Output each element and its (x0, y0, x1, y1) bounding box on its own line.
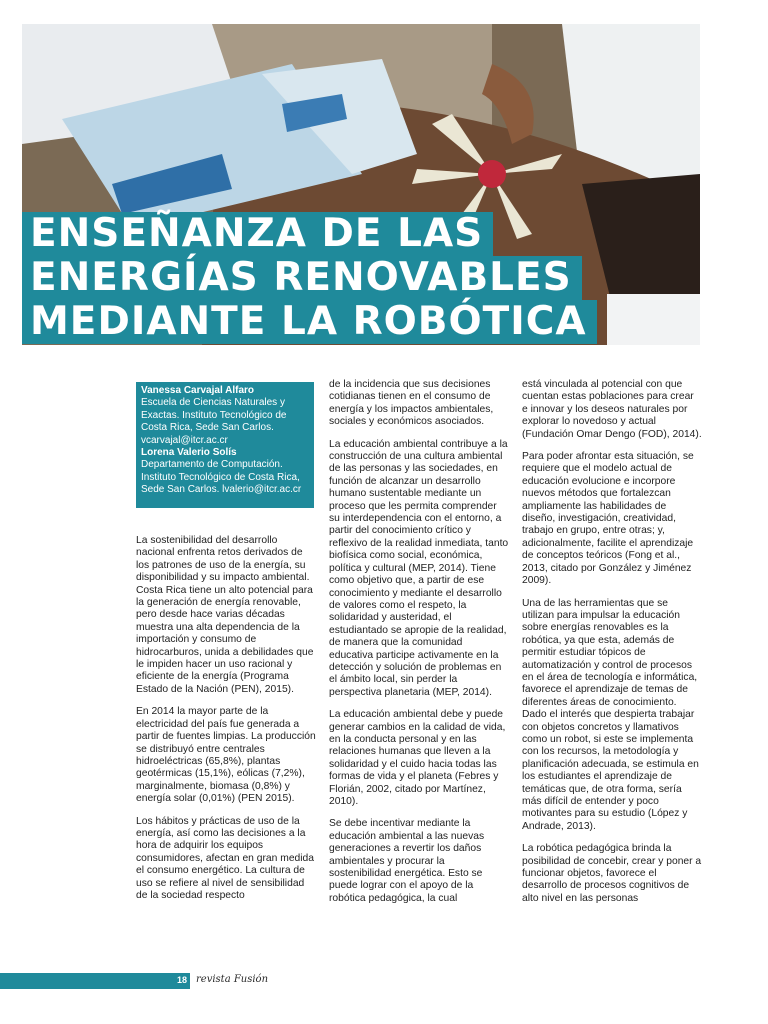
paragraph: Una de las herramientas que se utilizan para impulsar la educación sobre energías renovables es la robótica, ya que esta, además de permitir estudiar tópicos de automatización y control de procesos en el área de tecnología e informática, favorece el aprendizaje de temas de diferentes áreas de conocimiento. Dado el interés que despierta trabajar con objetos concretos y llamativos como un robot, si este se implementa con los recursos, la metodología y planificación adecuada, se estimula en los estudiantes el aprendizaje de temáticas que, de otra forma, sería más difícil de entender y poco motivantes para su estudio (López y Andrade, 2013). (522, 597, 699, 832)
author-affiliation-1: Escuela de Ciencias Naturales y Exactas. Instituto Tecnológico de Costa Rica, Sede San Carlos. vcarvajal@itcr.ac.cr (141, 397, 287, 446)
text-column-3 (522, 379, 702, 915)
page-number: 18 (177, 975, 188, 985)
footer-band (0, 973, 190, 989)
author-name-1: Vanessa Carvajal Alfaro (141, 385, 255, 396)
author-box (136, 382, 314, 508)
paragraph: Los hábitos y prácticas de uso de la energía, así como las decisiones a la hora de adquirir los equipos consumidores, afectan en gran medida el consumo energético. La cultura de uso se refiere al nivel de sensibilidad de la sociedad respecto (136, 815, 315, 901)
paragraph: La sostenibilidad del desarrollo nacional enfrenta retos derivados de los patrones de uso de la energía, su disponibilidad y su impacto ambiental. Costa Rica tiene un alto potencial para la generación de energía renovable, pero desde hace varias décadas muestra una alta dependencia de la importación y consumo de hidrocarburos, unida a debilidades que le impiden hacer un uso racional y eficiente de la energía (Programa Estado de la Nación (PEN), 2015). (136, 535, 314, 695)
magazine-name: revista Fusión (196, 974, 269, 985)
paragraph: de la incidencia que sus decisiones cotidianas tienen en el consumo de energía y los impactos ambientales, sociales y económicos asociados. (329, 379, 494, 428)
paragraph: La educación ambiental debe y puede generar cambios en la calidad de vida, en la conducta personal y en las relaciones humanas que lleven a la solidaridad y el cuido hacia todas las formas de vida y el planeta (Febres y Florián, 2002, citado por Martínez, 2010). (329, 709, 506, 807)
paragraph: Para poder afrontar esta situación, se requiere que el modelo actual de educación evolucione e incorpore nuevos métodos que fortalezcan ampliamente las habilidades de diseño, investigación, creatividad, trabajo en grupo, entre otras; y, adicionalmente, facilite el aprendizaje de conceptos teóricos (Fong et al., 2013, citado por González y Jiménez 2009). (522, 451, 694, 587)
text-column-1 (136, 535, 316, 912)
title-line-3: MEDIANTE LA ROBÓTICA (22, 300, 597, 344)
title-line-1: ENSEÑANZA DE LAS (22, 212, 493, 256)
page-footer (0, 973, 768, 989)
author-affiliation-2: Departamento de Computación. Instituto Tecnológico de Costa Rica, Sede San Carlos. lvalerio@itcr.ac.cr (141, 459, 302, 496)
text-column-2 (329, 379, 509, 915)
paragraph: está vinculada al potencial con que cuentan estas poblaciones para crear e innovar y los deseos naturales por explorar lo novedoso y actual (Fundación Omar Dengo (FOD), 2014). (522, 379, 702, 440)
article-title (22, 212, 597, 344)
paragraph: La robótica pedagógica brinda la posibilidad de concebir, crear y poner a funcionar objetos, favorece el desarrollo de procesos cognitivos de alto nivel en las personas (522, 843, 702, 904)
paragraph: En 2014 la mayor parte de la electricidad del país fue generada a partir de fuentes limpias. La producción se distribuyó entre centrales hidroeléctricas (65,8%), plantas geotérmicas (15,1%), eólicas (7,2%), marginalmente, biomasa (0,8%) y energía solar (0,01%) (PEN 2015). (136, 706, 316, 805)
author-name-2: Lorena Valerio Solís (141, 447, 237, 459)
paragraph: Se debe incentivar mediante la educación ambiental a las nuevas generaciones a revertir los daños ambientales y procurar la sostenibilidad energética. Esto se puede lograr con el apoyo de la robótica pedagógica, la cual (329, 818, 485, 904)
title-line-2: ENERGÍAS RENOVABLES (22, 256, 582, 300)
paragraph: La educación ambiental contribuye a la construcción de una cultura ambiental de las personas y las sociedades, en función de alcanzar un desarrollo humano sustentable mediante un proceso que les permita comprender su interdependencia con el entorno, a partir del conocimiento crítico y reflexivo de la realidad inmediata, tanto biofísica como social, económica, política y cultural (MEP, 2014). Tiene como objetivo que, a partir de ese conocimiento y mediante el desarrollo de valores como el respeto, la solidaridad y austeridad, el estudiantado se apropie de la realidad, de manera que la comunidad educativa participe activamente en la detección y solución de problemas en el ámbito local, sin perder la perspectiva planetaria (MEP, 2014). (329, 438, 509, 698)
